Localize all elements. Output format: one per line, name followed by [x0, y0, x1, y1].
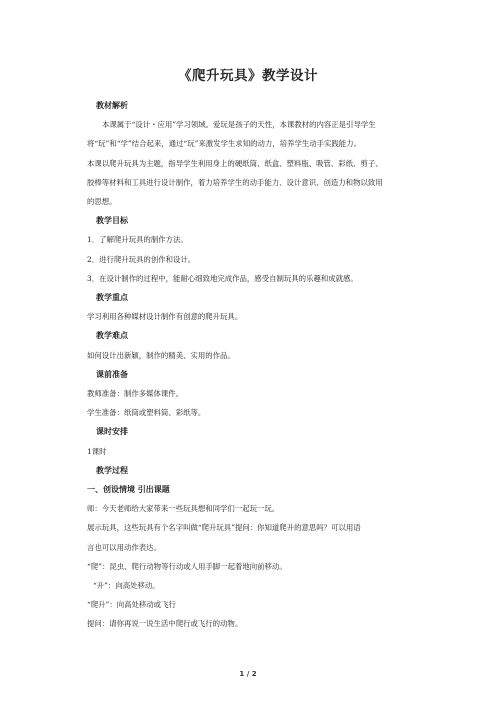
page-title: 《爬升玩具》教学设计 [178, 68, 318, 84]
paragraph-line: 的思想。 [87, 197, 117, 207]
paragraph-line: 提问：请你再说一说生活中爬行或飞行的动物。 [87, 619, 243, 629]
section-heading-goals: 教学目标 [96, 216, 128, 226]
paragraph-line: “爬升”：向高处移动或飞行 [87, 600, 176, 610]
list-item: 3．在设计制作的过程中，能耐心细致地完成作品，感受自制玩具的乐趣和成就感。 [87, 273, 358, 283]
paragraph-line: 1课时 [87, 446, 107, 456]
section-heading-process: 教学过程 [96, 465, 128, 475]
section-heading-preparation: 课前准备 [96, 369, 128, 379]
paragraph-line: 展示玩具，这些玩具有个名字叫做“爬升玩具”提问：你知道爬升的意思吗？可以用语 [87, 523, 361, 533]
section-heading-schedule: 课时安排 [96, 427, 128, 437]
paragraph-line: 本课以爬升玩具为主题，指导学生利用身上的硬纸筒、纸盒、塑料瓶、吸管、彩纸、剪子、 [87, 158, 383, 168]
section-heading-analysis: 教材解析 [96, 101, 128, 110]
paragraph-line: 如何设计出新颖，制作的精美、实用的作品。 [87, 350, 235, 360]
student-preparation: 学生准备：纸筒或塑料筒、彩纸等。 [87, 408, 206, 418]
paragraph-line: 师：今天老师给大家带来一些玩具想和同学们一起玩一玩。 [87, 504, 280, 514]
paragraph-line: “爬”：昆虫、爬行动物等行动或人用手脚一起着地向前移动。 [87, 561, 287, 571]
section-heading-key-points: 教学重点 [96, 293, 128, 303]
paragraph-line: 胶棒等材料和工具进行设计制作，着力培养学生的动手能力、设计意识、创造力和物以致用 [87, 177, 383, 187]
paragraph-line: 将“玩”和“学”结合起来，通过“玩”来激发学生求知的动力，培养学生动手实践能力。 [87, 139, 361, 149]
subsection-heading-step1: 一、创设情境 引出课题 [87, 485, 170, 495]
page-indicator: 1 / 2 [239, 670, 257, 678]
paragraph-line: “升”：向高处移动。 [93, 581, 160, 591]
document-body [87, 96, 411, 634]
paragraph-line: 言也可以用动作表达。 [87, 542, 161, 552]
list-item: 1．了解爬升玩具的制作方法。 [87, 235, 188, 245]
teacher-preparation: 教师准备：制作多媒体课件。 [87, 389, 184, 399]
paragraph-line: 学习利用各种媒材设计制作有创意的爬升玩具。 [87, 312, 243, 322]
paragraph-line: 本课属于“设计・应用”学习领域。爱玩是孩子的天性，本课教材的内容正是引导学生 [102, 120, 376, 130]
list-item: 2．进行爬升玩具的创作和设计。 [87, 254, 196, 264]
section-heading-difficulties: 教学难点 [96, 331, 128, 341]
